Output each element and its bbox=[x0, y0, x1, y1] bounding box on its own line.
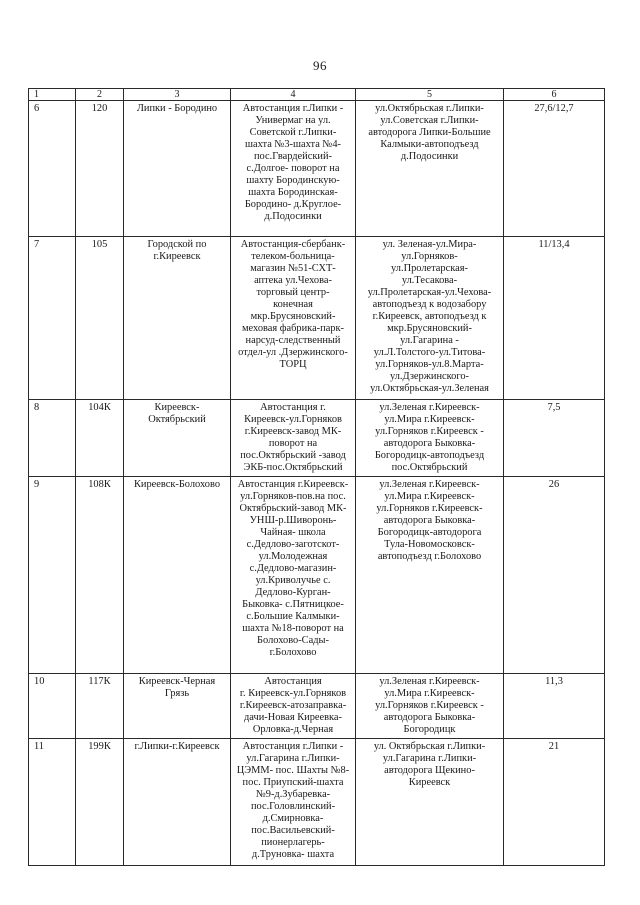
route-code: 108К bbox=[88, 479, 111, 490]
route-code-cell bbox=[76, 477, 124, 674]
route-code-cell bbox=[76, 674, 124, 739]
route-number-cell bbox=[29, 739, 76, 866]
table-row bbox=[29, 400, 605, 477]
route-length-cell bbox=[504, 237, 605, 400]
route-name-cell bbox=[124, 101, 231, 237]
route-stops-cell bbox=[231, 674, 356, 739]
route-stops: Автостанция г.Липки - Универмаг на ул. Советской г.Липки- шахта №3-шахта №4- пос.Гвардейский- с.Долгое- поворот на шахту Бородинскую- шахта Бородинская- Бородино- д.Круглое- д.Подосинки bbox=[242, 103, 344, 222]
route-streets: ул.Октябрьская г.Липки- ул.Советская г.Липки- автодорога Липки-Большие Калмыки-автоподъезд д.Подосинки bbox=[368, 103, 491, 162]
route-number-cell bbox=[29, 477, 76, 674]
route-number-cell bbox=[29, 674, 76, 739]
route-length: 26 bbox=[548, 479, 560, 490]
route-streets-cell bbox=[356, 237, 504, 400]
route-length-cell bbox=[504, 477, 605, 674]
route-code-cell bbox=[76, 400, 124, 477]
route-code-cell bbox=[76, 739, 124, 866]
route-length-cell bbox=[504, 101, 605, 237]
route-name: Липки - Бородино bbox=[136, 103, 218, 114]
route-number: 7 bbox=[34, 239, 40, 250]
route-name-cell bbox=[124, 739, 231, 866]
route-number-cell bbox=[29, 400, 76, 477]
route-code-cell bbox=[76, 101, 124, 237]
route-streets-cell bbox=[356, 400, 504, 477]
table-row bbox=[29, 101, 605, 237]
route-stops: Автостанция г. Киреевск-ул.Горняков г.Киреевск-атозаправка- дачи-Новая Киреевка- Орловка-д.Черная bbox=[239, 676, 347, 735]
route-length-cell bbox=[504, 739, 605, 866]
route-streets: ул.Зеленая г.Киреевск- ул.Мира г.Киреевск- ул.Горняков г.Киреевск - автодорога Быковка- Богородицк bbox=[375, 676, 484, 735]
column-number: 6 bbox=[504, 89, 605, 101]
route-stops-cell bbox=[231, 400, 356, 477]
route-length: 27,6/12,7 bbox=[534, 103, 574, 114]
route-streets: ул. Зеленая-ул.Мира- ул.Горняков- ул.Пролетарская- ул.Тесакова- ул.Пролетарская-ул.Чехова- автоподъезд к водозабору г.Киреевск, автоподъезд к мкр.Брусяновский- ул.Гагарина - ул.Л.Толстого-ул.Титова- ул.Горняков-ул.8.Марта- ул.Дзержинского- ул.Октябрьская-ул.Зеленая bbox=[367, 239, 492, 394]
route-length: 21 bbox=[548, 741, 560, 752]
route-code-cell bbox=[76, 237, 124, 400]
route-streets: ул. Октябрьская г.Липки- ул.Гагарина г.Липки- автодорога Щекино- Киреевск bbox=[373, 741, 486, 788]
route-number: 9 bbox=[34, 479, 40, 490]
route-number-cell bbox=[29, 101, 76, 237]
table-row bbox=[29, 237, 605, 400]
route-stops: Автостанция г. Киреевск-ул.Горняков г.Киреевск-завод МК- поворот на пос.Октябрьский -завод ЭКБ-пос.Октябрьский bbox=[240, 402, 346, 473]
table-row bbox=[29, 739, 605, 866]
route-stops-cell bbox=[231, 477, 356, 674]
table-row bbox=[29, 674, 605, 739]
route-name-cell bbox=[124, 674, 231, 739]
route-length: 11,3 bbox=[545, 676, 563, 687]
route-name: Городской по г.Киреевск bbox=[147, 239, 207, 262]
route-stops: Автостанция-сбербанк- телеком-больница- магазин №51-СХТ- аптека ул.Чехова- торговый центр- конечная мкр.Брусяновский- меховая фабрика-парк- нарсуд-следственный отдел-ул .Дзержинского- ТОРЦ bbox=[238, 239, 348, 370]
column-number-row bbox=[29, 89, 605, 101]
route-number: 11 bbox=[34, 741, 45, 752]
page-number: 96 bbox=[313, 58, 327, 73]
route-streets: ул.Зеленая г.Киреевск- ул.Мира г.Киреевск- ул.Горняков г.Киреевск - автодорога Быковка- Богородицк-автоподъезд пос.Октябрьский bbox=[374, 402, 485, 473]
route-number: 8 bbox=[34, 402, 40, 413]
table-row bbox=[29, 477, 605, 674]
route-name: г.Липки-г.Киреевск bbox=[134, 741, 220, 752]
column-number: 4 bbox=[231, 89, 356, 101]
column-number: 2 bbox=[76, 89, 124, 101]
route-length: 7,5 bbox=[547, 402, 561, 413]
route-stops: Автостанция г.Киреевск- ул.Горняков-пов.на пос. Октябрьский-завод МК- УНШ-р.Шиворонь- Чайная- школа с.Дедлово-заготскот- ул.Молодежная с.Дедлово-магазин- ул.Криволучье с. Дедлово-Курган- Быковка- с.Пятницкое- с.Большие Калмыки- шахта №18-поворот на Болохово-Сады- г.Болохово bbox=[237, 479, 349, 658]
route-code: 120 bbox=[91, 103, 108, 114]
route-name-cell bbox=[124, 237, 231, 400]
route-stops-cell bbox=[231, 101, 356, 237]
route-length-cell bbox=[504, 400, 605, 477]
route-length: 11/13,4 bbox=[538, 239, 570, 250]
route-stops-cell bbox=[231, 237, 356, 400]
route-stops-cell bbox=[231, 739, 356, 866]
route-table bbox=[28, 88, 605, 866]
route-streets-cell bbox=[356, 477, 504, 674]
route-name-cell bbox=[124, 477, 231, 674]
route-code: 105 bbox=[91, 239, 108, 250]
column-number: 1 bbox=[29, 89, 76, 101]
route-code: 117К bbox=[88, 676, 111, 687]
route-number: 10 bbox=[34, 676, 45, 687]
route-streets-cell bbox=[356, 739, 504, 866]
route-number: 6 bbox=[34, 103, 40, 114]
route-streets-cell bbox=[356, 674, 504, 739]
route-streets: ул.Зеленая г.Киреевск- ул.Мира г.Киреевск- ул.Горняков г.Киреевск- автодорога Быковка- Богородицк-автодорога Тула-Новомосковск- автоподъезд г.Болохово bbox=[376, 479, 483, 562]
route-name: Киреевск-Черная Грязь bbox=[138, 676, 216, 699]
column-number: 3 bbox=[124, 89, 231, 101]
route-name-cell bbox=[124, 400, 231, 477]
route-number-cell bbox=[29, 237, 76, 400]
column-number: 5 bbox=[356, 89, 504, 101]
route-streets-cell bbox=[356, 101, 504, 237]
route-name: Киреевск-Болохово bbox=[133, 479, 221, 490]
route-stops: Автостанция г.Липки - ул.Гагарина г.Липки- ЦЭММ- пос. Шахты №8- пос. Приупский-шахта №9-д.Зубаревка- пос.Головлинский- д.Смирновка- пос.Васильевский- пионерлагерь- д.Труновка- шахта bbox=[236, 741, 350, 860]
route-code: 104К bbox=[88, 402, 111, 413]
route-code: 199К bbox=[88, 741, 111, 752]
route-name: Киреевск- Октябрьский bbox=[148, 402, 206, 425]
route-length-cell bbox=[504, 674, 605, 739]
